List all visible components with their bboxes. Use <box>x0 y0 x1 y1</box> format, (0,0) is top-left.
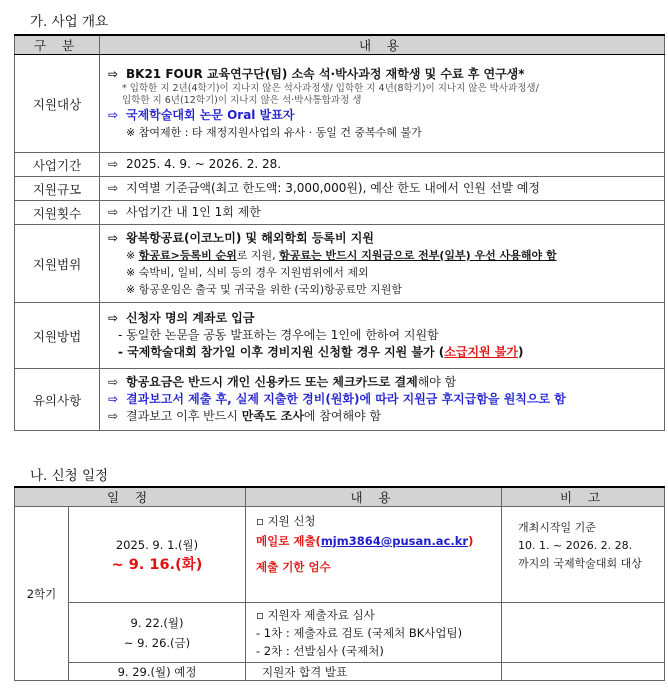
r2-content1: ▫ 지원자 제출자료 심사 <box>256 607 375 622</box>
r2-date1: 9. 22.(월) <box>130 615 184 630</box>
email-link[interactable]: mjm3864@pusan.ac.kr <box>320 534 469 548</box>
overview-table: 구 분 내 용 지원대상 ⇨ BK21 FOUR 교육연구단(팀) 소속 석·박사과정 재학생 및 수료 후 연구생* * 입학한 지 2년(4학기)이 지나지 않은 석사과정생/ 입학한 지 4년(8학기)이 지나지 않은 박사과정생/ 입학한 지 6년(12학기)이 지나지 않은 석·박사통합과정 생 ⇨ 국제학술대회 논문 Oral 발표자 ※ 참여제한 : 타 재정지원사업의 유사 · 동일 건 중복수혜 불가 사업기간 ⇨ 2025. 4. 9. ~ 2026. 2. 28. 지원규모 ⇨ 지역별 기준금액(최고 한도액: 3,000,000원), 예산 한도 내에서 인원 선발 예정 지원횟수 ⇨ 사업기간 내 1인 1회 제한 지원범위 ⇨ 왕복항공료(이코노미) 및 해외학회 등록비 지원 ※ 항공료>등록비 순위로 지원, 항공료는 반드시 지원금으로 전부(일부) 우선 사용해야 함 ※ 숙박비, 일비, 식비 등의 경우 지원범위에서 제외 ※ 항공운임은 출국 및 귀국을 위한 (국외)항공료만 지원함 지원방법 ⇨ 신청자 명의 계좌로 입금 - 동일한 논문을 공동 발표하는 경우에는 1인에 한하여 지원함 - 국제학술대회 참가일 이후 경비지원 신청할 경우 지원 불가 (소급지원 불가) 유의사항 ⇨ 항공요금은 반드시 개인 신용카드 또는 체크카드로 결제해야 함 ⇨ 결과보고서 제출 후, 실제 지출한 경비(원화)에 따라 지원금 후지급함을 원칙으로 함 ⇨ 결과보고 이후 반드시 만족도 조사에 참여해야 함 <box>14 34 665 431</box>
scope-line4: ※ 항공운임은 출국 및 귀국을 위한 (국외)항공료만 지원함 <box>126 282 403 296</box>
arrow-bullet-icon: ⇨ <box>108 157 119 171</box>
semester-label: 2학기 <box>15 507 69 681</box>
notes-line2: 결과보고서 제출 후, 실제 지출한 경비(원화)에 따라 지원금 후지급함을 원칙으로 함 <box>126 392 566 406</box>
col-content-header: 내 용 <box>100 35 665 55</box>
row-label-method: 지원방법 <box>15 303 100 369</box>
r1-date1: 2025. 9. 1.(월) <box>115 537 199 552</box>
arrow-bullet-icon: ⇨ <box>108 108 119 122</box>
arrow-bullet-icon: ⇨ <box>108 67 119 81</box>
target-line5: ※ 참여제한 : 타 재정지원사업의 유사 · 동일 건 중복수혜 불가 <box>126 126 422 139</box>
r1-content2: 메일로 제출(mjm3864@pusan.ac.kr) <box>256 534 474 548</box>
method-line1: 신청자 명의 계좌로 입금 <box>126 311 255 325</box>
section2-title: 나. 신청 일정 <box>30 468 109 484</box>
method-line3: - 국제학술대회 참가일 이후 경비지원 신청할 경우 지원 불가 (소급지원 불가) <box>118 345 524 359</box>
arrow-bullet-icon: ⇨ <box>108 181 119 195</box>
col-content-header: 내 용 <box>246 487 502 507</box>
section1-title: 가. 사업 개요 <box>30 14 109 30</box>
row-label-scale: 지원규모 <box>15 177 100 201</box>
arrow-bullet-icon: ⇨ <box>108 230 119 245</box>
arrow-bullet-icon: ⇨ <box>108 409 119 423</box>
row-label-count: 지원횟수 <box>15 201 100 225</box>
r2-content2: - 1차 : 제출자료 검토 (국제처 BK사업팀) <box>256 625 463 640</box>
arrow-bullet-icon: ⇨ <box>108 375 119 389</box>
scope-line1: 왕복항공료(이코노미) 및 해외학회 등록비 지원 <box>126 230 374 245</box>
period-text: 2025. 4. 9. ~ 2026. 2. 28. <box>126 157 282 171</box>
row-label-period: 사업기간 <box>15 153 100 177</box>
row-content-target <box>100 55 665 153</box>
col-category-header: 구 분 <box>15 35 100 55</box>
remark-line3: 까지의 국제학술대회 대상 <box>518 557 642 570</box>
r3-content: 지원자 합격 발표 <box>246 663 502 681</box>
col-schedule-header: 일 정 <box>15 487 246 507</box>
col-remark-header: 비 고 <box>502 487 665 507</box>
scope-line2: ※ 항공료>등록비 순위로 지원, 항공료는 반드시 지원금으로 전부(일부) 우선 사용해야 함 <box>126 248 557 262</box>
target-line4: 국제학술대회 논문 Oral 발표자 <box>126 108 295 122</box>
r1-date2: ~ 9. 16.(화) <box>111 556 203 573</box>
arrow-bullet-icon: ⇨ <box>108 311 119 325</box>
r2-date2: ~ 9. 26.(금) <box>123 635 191 650</box>
target-note1: * 입학한 지 2년(4학기)이 지나지 않은 석사과정생/ 입학한 지 4년(8학기)이 지나지 않은 박사과정생/ <box>122 83 539 94</box>
arrow-bullet-icon: ⇨ <box>108 205 119 219</box>
r3-date: 9. 29.(월) 예정 <box>69 663 246 681</box>
schedule-table <box>14 486 665 681</box>
notes-line1-rest: 해야 함 <box>417 375 457 389</box>
scope-line3: ※ 숙박비, 일비, 식비 등의 경우 지원범위에서 제외 <box>126 265 369 279</box>
r1-content3: 제출 기한 엄수 <box>256 560 331 574</box>
row-label-notes: 유의사항 <box>15 369 100 431</box>
row-label-target: 지원대상 <box>15 55 100 153</box>
r1-content1: ▫ 지원 신청 <box>256 514 316 528</box>
r2-content3: - 2차 : 선발심사 (국제처) <box>256 643 384 658</box>
method-line2: - 동일한 논문을 공동 발표하는 경우에는 1인에 한하여 지원함 <box>118 328 439 342</box>
arrow-bullet-icon: ⇨ <box>108 392 119 406</box>
scale-text: 지역별 기준금액(최고 한도액: 3,000,000원), 예산 한도 내에서 인원 선발 예정 <box>126 181 541 195</box>
target-line1: BK21 FOUR 교육연구단(팀) 소속 석·박사과정 재학생 및 수료 후 연구생* <box>126 67 525 81</box>
remark-line2: 10. 1. ~ 2026. 2. 28. <box>518 539 633 552</box>
row-label-scope: 지원범위 <box>15 225 100 303</box>
notes-line1-strong: 항공요금은 반드시 개인 신용카드 또는 체크카드로 결제 <box>126 375 418 389</box>
target-note2: 입학한 지 6년(12학기)이 지나지 않은 석·박사통합과정 생 <box>122 95 362 106</box>
remark-line1: 개최시작일 기준 <box>518 521 596 534</box>
count-text: 사업기간 내 1인 1회 제한 <box>126 205 261 219</box>
